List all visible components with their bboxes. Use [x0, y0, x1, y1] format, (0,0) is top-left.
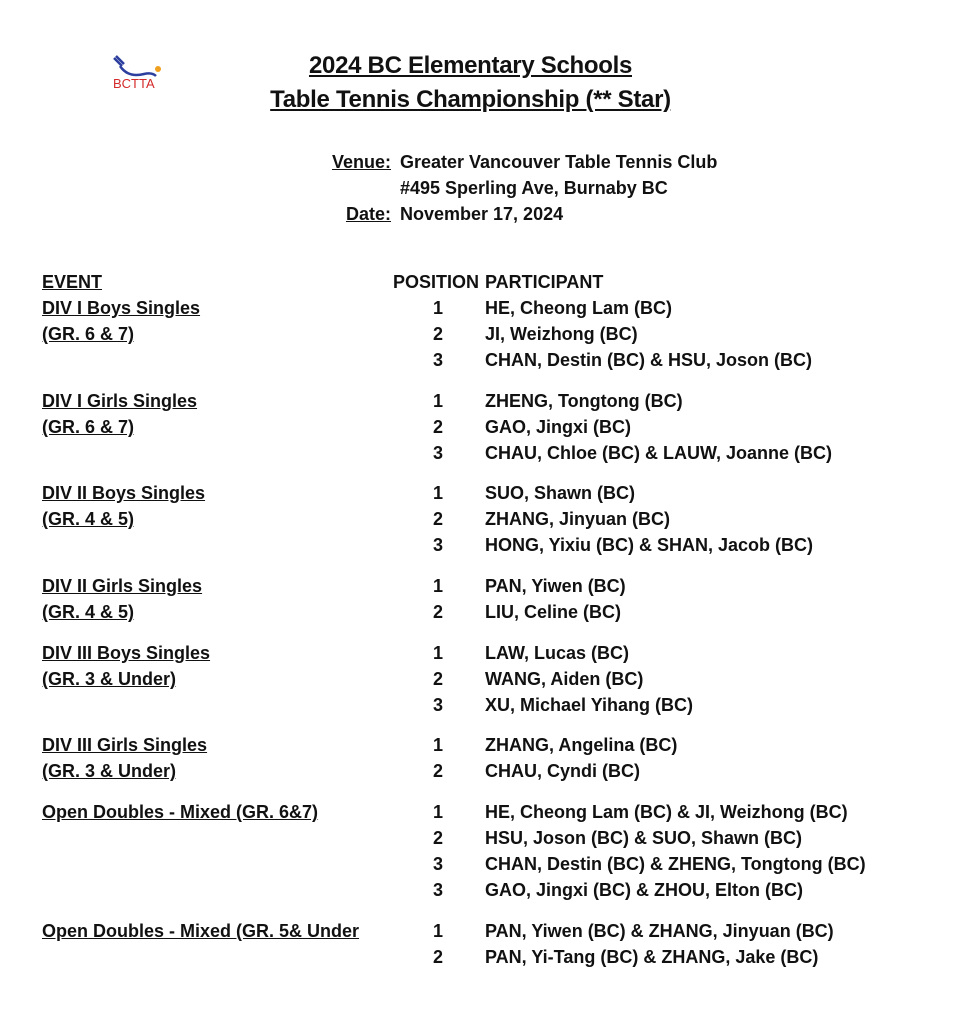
- position-value: 2: [432, 324, 443, 344]
- participant-name: CHAU, Chloe (BC) & LAUW, Joanne (BC): [485, 443, 832, 463]
- participant-name: XU, Michael Yihang (BC): [485, 695, 694, 715]
- date-value: November 17, 2024: [400, 204, 564, 224]
- venue-name: Greater Vancouver Table Tennis Club: [400, 152, 718, 172]
- event-name: DIV III Boys Singles: [42, 643, 211, 663]
- logo-text: BCTTA: [113, 76, 155, 91]
- venue-label: Venue:: [331, 152, 391, 172]
- position-value: 1: [432, 735, 443, 755]
- venue-address: #495 Sperling Ave, Burnaby BC: [400, 178, 668, 198]
- event-name: (GR. 4 & 5): [42, 509, 135, 529]
- position-value: 3: [432, 535, 443, 555]
- page-title-line1: 2024 BC Elementary Schools: [308, 52, 632, 79]
- page-title-line2: Table Tennis Championship (** Star): [270, 86, 671, 113]
- participant-name: HE, Cheong Lam (BC) & JI, Weizhong (BC): [485, 802, 848, 822]
- position-value: 2: [432, 761, 443, 781]
- event-name: (GR. 3 & Under): [42, 669, 177, 689]
- column-header-participant: PARTICIPANT: [485, 272, 604, 292]
- participant-name: PAN, Yi-Tang (BC) & ZHANG, Jake (BC): [485, 947, 819, 967]
- position-value: 1: [432, 921, 443, 941]
- participant-name: ZHENG, Tongtong (BC): [485, 391, 683, 411]
- date-label: Date:: [345, 204, 391, 224]
- participant-name: ZHANG, Angelina (BC): [485, 735, 678, 755]
- participant-name: JI, Weizhong (BC): [485, 324, 638, 344]
- event-name: DIV I Boys Singles: [42, 298, 201, 318]
- participant-name: PAN, Yiwen (BC) & ZHANG, Jinyuan (BC): [485, 921, 834, 941]
- participant-name: LAW, Lucas (BC): [485, 643, 630, 663]
- position-value: 2: [432, 947, 443, 967]
- position-value: 2: [432, 828, 443, 848]
- participant-name: CHAN, Destin (BC) & ZHENG, Tongtong (BC): [485, 854, 866, 874]
- event-name: (GR. 4 & 5): [42, 602, 135, 622]
- position-value: 1: [432, 298, 443, 318]
- event-name: (GR. 3 & Under): [42, 761, 177, 781]
- position-value: 2: [432, 509, 443, 529]
- participant-name: GAO, Jingxi (BC): [485, 417, 632, 437]
- position-value: 1: [432, 643, 443, 663]
- event-name: Open Doubles - Mixed (GR. 5& Under: [42, 921, 360, 941]
- participant-name: WANG, Aiden (BC): [485, 669, 644, 689]
- position-value: 1: [432, 802, 443, 822]
- column-header-position: POSITION: [393, 272, 480, 292]
- position-value: 2: [432, 602, 443, 622]
- participant-name: HE, Cheong Lam (BC): [485, 298, 672, 318]
- participant-name: HONG, Yixiu (BC) & SHAN, Jacob (BC): [485, 535, 814, 555]
- event-name: (GR. 6 & 7): [42, 417, 135, 437]
- position-value: 1: [432, 576, 443, 596]
- participant-name: ZHANG, Jinyuan (BC): [485, 509, 671, 529]
- column-header-event: EVENT: [42, 272, 103, 292]
- position-value: 3: [432, 350, 443, 370]
- event-name: DIV II Girls Singles: [42, 576, 203, 596]
- position-value: 3: [432, 854, 443, 874]
- position-value: 3: [432, 443, 443, 463]
- participant-name: SUO, Shawn (BC): [485, 483, 636, 503]
- participant-name: GAO, Jingxi (BC) & ZHOU, Elton (BC): [485, 880, 803, 900]
- event-name: DIV III Girls Singles: [42, 735, 208, 755]
- position-value: 1: [432, 483, 443, 503]
- position-value: 2: [432, 417, 443, 437]
- participant-name: HSU, Joson (BC) & SUO, Shawn (BC): [485, 828, 803, 848]
- event-name: (GR. 6 & 7): [42, 324, 135, 344]
- position-value: 1: [432, 391, 443, 411]
- position-value: 2: [432, 669, 443, 689]
- participant-name: LIU, Celine (BC): [485, 602, 622, 622]
- participant-name: CHAN, Destin (BC) & HSU, Joson (BC): [485, 350, 812, 370]
- event-name: DIV II Boys Singles: [42, 483, 206, 503]
- event-name: DIV I Girls Singles: [42, 391, 198, 411]
- participant-name: PAN, Yiwen (BC): [485, 576, 626, 596]
- position-value: 3: [432, 695, 443, 715]
- position-value: 3: [432, 880, 443, 900]
- event-name: Open Doubles - Mixed (GR. 6&7): [42, 802, 319, 822]
- participant-name: CHAU, Cyndi (BC): [485, 761, 640, 781]
